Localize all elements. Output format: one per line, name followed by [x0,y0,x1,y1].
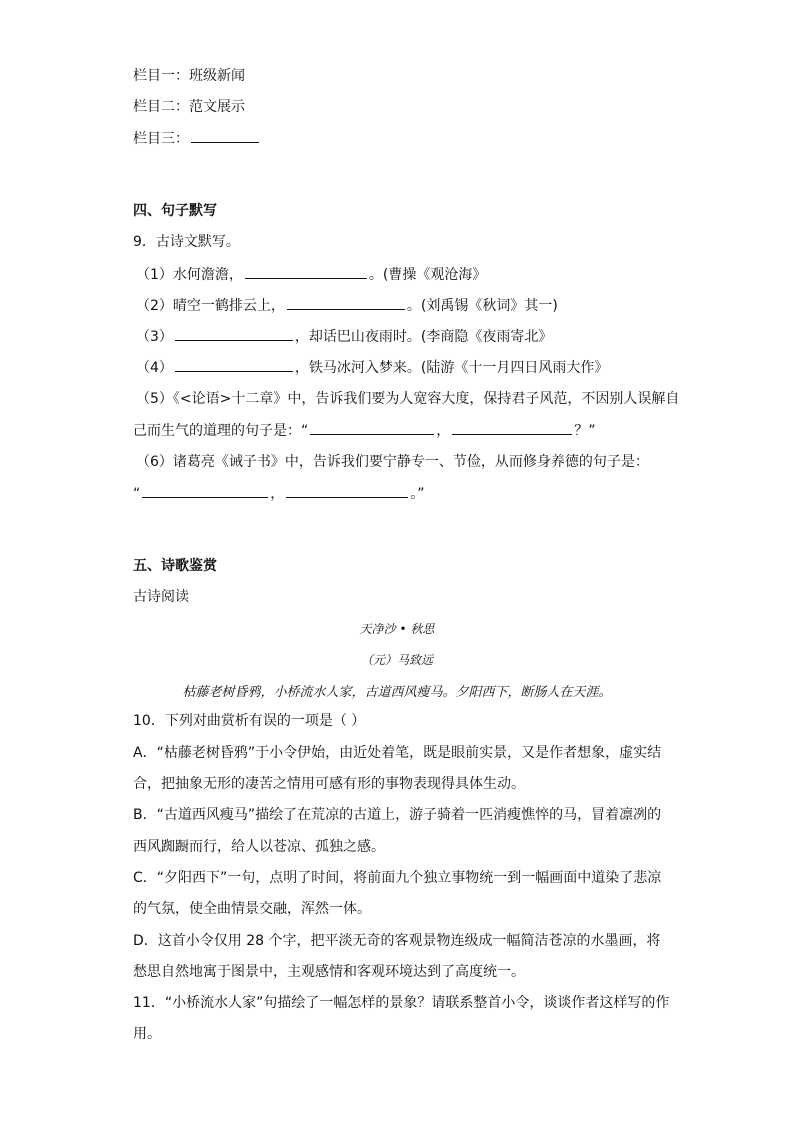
item-5-blank-1[interactable] [310,420,434,435]
item-5-text-c: ？” [574,423,596,439]
item-2-blank[interactable] [287,295,405,310]
option-d-line-2: 愁思自然地寓于图景中，主观感情和客观环境达到了高度统一。 [133,964,525,980]
item-6-line-1: （6）诸葛亮《诫子书》中，告诉我们要宁静专一、节俭，从而修身养德的句子是： [136,454,649,470]
poem-title: 天净沙 • 秋思 [359,622,435,636]
item-2 [136,295,558,316]
item-4 [136,357,608,378]
option-b-line-2: 西风踟蹰而行，给人以苍凉、孤独之感。 [133,839,385,855]
item-5-line-2 [133,420,596,441]
item-1-text-b: 。(曹操《观沧海》 [368,267,487,283]
poem-reading-label: 古诗阅读 [133,589,189,605]
item-4-text-a: （4） [136,360,173,376]
item-5-text-a: 己而生气的道理的句子是：“ [133,423,309,439]
column-one: 栏目一：班级新闻 [133,68,245,84]
item-6-text-b: ， [270,486,285,502]
question-9: 9．古诗文默写。 [133,234,240,250]
item-5-line-1: （5）《<论语>十二章》中，告诉我们要为人宽容大度，保持君子风范，不因别人误解自 [136,391,680,407]
item-3-text-a: （3） [136,329,173,345]
item-6-text-a: “ [133,486,141,502]
column-two: 栏目二：范文展示 [133,99,245,115]
section-five-heading: 五、诗歌鉴赏 [133,558,217,574]
question-11-line-2: 用。 [133,1026,161,1042]
option-c-line-2: 的气氛，使全曲情景交融，浑然一体。 [133,901,371,917]
item-1 [136,264,486,285]
item-2-text-b: 。(刘禹锡《秋词》其一) [406,298,558,314]
item-3-blank[interactable] [175,326,293,341]
item-3 [136,326,552,347]
item-5-blank-2[interactable] [452,420,572,435]
item-4-blank[interactable] [175,357,293,372]
question-10: 10．下列对曲赏析有误的一项是（ ） [133,713,366,729]
poem-body: 枯藤老树昏鸦，小桥流水人家，古道西风瘦马。夕阳西下，断肠人在天涯。 [182,685,612,700]
option-d-line-1[interactable]: D．这首小令仅用 28 个字，把平淡无奇的客观景物连级成一幅简洁苍凉的水墨画，将 [133,933,661,949]
item-1-text-a: （1）水何澹澹， [136,267,243,283]
item-6-blank-2[interactable] [286,483,408,498]
poem-author: （元）马致远 [360,653,433,667]
question-11-line-1: 11．“小桥流水人家”句描绘了一幅怎样的景象？请联系整首小令，谈谈作者这样写的作 [133,995,670,1011]
option-b-line-1[interactable]: B．“古道西风瘦马”描绘了在荒凉的古道上，游子骑着一匹消瘦憔悴的马，冒着凛冽的 [133,807,662,823]
option-a-line-1[interactable]: A．“枯藤老树昏鸦”于小令伊始，由近处着笔，既是眼前实景，又是作者想象，虚实结 [133,745,662,761]
item-4-text-b: ，铁马冰河入梦来。(陆游《十一月四日风雨大作》 [294,360,609,376]
option-c-line-1[interactable]: C．“夕阳西下”一句，点明了时间，将前面九个独立事物统一到一幅画面中道染了悲凉 [133,870,662,886]
section-four-heading: 四、句子默写 [133,203,217,219]
option-a-line-2: 合，把抽象无形的凄苦之情用可感有形的事物表现得具体生动。 [133,776,525,792]
column-three [133,128,261,149]
item-5-text-b: ， [436,423,451,439]
item-6-line-2 [133,483,425,504]
item-6-blank-1[interactable] [142,483,268,498]
column-three-blank[interactable] [191,128,259,143]
item-6-text-c: 。” [410,486,425,502]
item-2-text-a: （2）晴空一鹤排云上， [136,298,285,314]
column-three-label: 栏目三： [133,131,189,147]
item-1-blank[interactable] [245,264,367,279]
item-3-text-b: ，却话巴山夜雨时。(李商隐《夜雨寄北》 [294,329,553,345]
